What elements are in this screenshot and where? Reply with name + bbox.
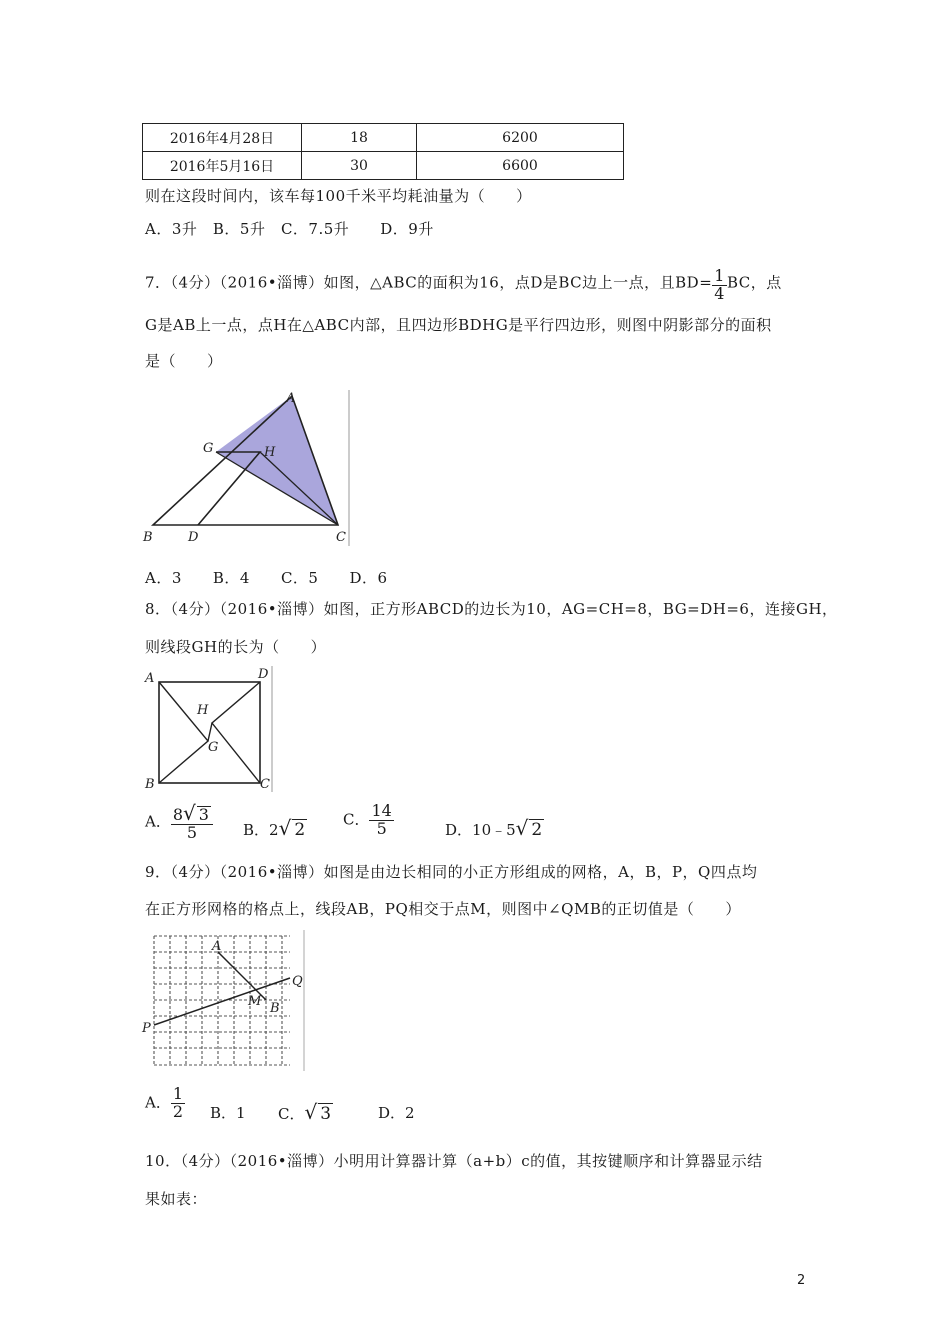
- q9-option-a: [145, 1086, 185, 1121]
- q8-option-c: [343, 803, 394, 838]
- table-cell: 6200: [417, 124, 624, 152]
- label-g: G: [208, 740, 219, 755]
- label-a: A: [212, 939, 222, 954]
- label-h: H: [264, 445, 276, 460]
- q9-option-d: D．2: [378, 1104, 415, 1122]
- page-number: 2: [797, 1273, 806, 1288]
- table-row: [143, 124, 624, 152]
- sqrt-icon: √: [183, 801, 196, 825]
- q7-frac-den: 4: [714, 283, 725, 303]
- fuel-table: [142, 123, 624, 180]
- q9-opt-a-label: A．: [145, 1093, 171, 1112]
- q7-figure: [140, 388, 355, 548]
- q8-opt-b-radicand: 2: [294, 820, 306, 840]
- q8-line2: 则线段GH的长为（ ）: [145, 638, 327, 656]
- q9-figure: [140, 928, 310, 1073]
- q9-option-b: B．1: [210, 1104, 246, 1122]
- q9-opt-a-den: 2: [172, 1101, 184, 1121]
- q8-opt-d-label: D．10﹣5: [445, 821, 516, 839]
- table-cell: 30: [302, 152, 417, 180]
- segments-dh-ch: [212, 682, 260, 783]
- label-c: C: [336, 530, 346, 545]
- q8-option-d: [445, 816, 544, 840]
- table-cell: 2016年5月16日: [143, 152, 302, 180]
- q8-opt-a-fraction: [171, 803, 213, 842]
- sqrt-icon: √: [278, 816, 292, 840]
- q6-options: A．3升 B．5升 C．7.5升 D．9升: [145, 220, 434, 238]
- q9-opt-c-radicand: 3: [320, 1104, 332, 1124]
- table-row: [143, 152, 624, 180]
- q8-option-a: [145, 803, 213, 842]
- label-q: Q: [292, 974, 303, 989]
- q8-opt-c-label: C．: [343, 810, 370, 829]
- q8-option-b: [243, 816, 307, 840]
- q8-opt-a-num: [171, 803, 213, 825]
- q8-opt-d-radicand: 2: [531, 820, 543, 840]
- q9-line2: 在正方形网格的格点上，线段AB，PQ相交于点M，则图中∠QMB的正切值是（ ）: [145, 900, 741, 918]
- q6-question: 则在这段时间内，该车每100千米平均耗油量为（ ）: [145, 187, 532, 205]
- label-c: C: [260, 777, 270, 792]
- q9-opt-c-label: C．: [278, 1105, 305, 1123]
- label-d: D: [188, 530, 199, 545]
- q7-fraction: [712, 268, 727, 303]
- q8-opt-c-num: 14: [371, 801, 392, 820]
- q10-line1: 10．（4分）（2016•淄博）小明用计算器计算（a+b）c的值，其按键顺序和计算器显示结: [145, 1152, 763, 1170]
- q9-opt-a-fraction: [171, 1086, 185, 1121]
- label-a: A: [286, 391, 296, 406]
- label-b: B: [145, 777, 155, 792]
- q9-line1: 9．（4分）（2016•淄博）如图是由边长相同的小正方形组成的网格，A，B，P，Q四点均: [145, 863, 758, 881]
- sqrt-icon: √: [515, 816, 529, 840]
- label-b: B: [270, 1001, 280, 1016]
- q10-line2: 果如表：: [145, 1190, 208, 1208]
- label-p: P: [142, 1021, 151, 1036]
- sqrt-icon: √: [304, 1100, 318, 1124]
- label-g: G: [203, 441, 214, 456]
- table-cell: 2016年4月28日: [143, 124, 302, 152]
- q8-opt-a-label: A．: [145, 812, 171, 831]
- q8-opt-a-radicand: 3: [198, 805, 209, 824]
- q8-opt-c-fraction: [369, 803, 393, 838]
- q7-line1: [145, 264, 782, 303]
- segment-ab: [218, 952, 266, 1000]
- segments-ag-bg: [159, 682, 208, 783]
- q7-text-tail: BC，点: [726, 273, 782, 292]
- parallelogram-bdhg: [198, 452, 260, 525]
- q7-frac-num: 1: [714, 266, 725, 285]
- label-h: H: [197, 703, 209, 718]
- q8-opt-a-coef: 8: [172, 805, 184, 824]
- q8-figure: [140, 664, 280, 794]
- q9-option-c: [278, 1100, 333, 1124]
- q7-options: A．3 B．4 C．5 D．6: [145, 569, 388, 587]
- label-d: D: [258, 667, 269, 682]
- q8-opt-b-label: B．2: [243, 821, 279, 839]
- table-cell: 6600: [417, 152, 624, 180]
- q7-text: 7．（4分）（2016•淄博）如图，△ABC的面积为16，点D是BC边上一点，且BD=: [145, 273, 713, 292]
- q9-opt-a-num: 1: [172, 1084, 184, 1103]
- label-b: B: [143, 530, 153, 545]
- q7-line2: G是AB上一点，点H在△ABC内部，且四边形BDHG是平行四边形，则图中阴影部分的面积: [145, 316, 772, 334]
- q8-line1: 8．（4分）（2016•淄博）如图，正方形ABCD的边长为10，AG=CH=8，BG=DH=6，连接GH，: [145, 600, 838, 618]
- label-a: A: [145, 671, 155, 686]
- label-m: M: [248, 994, 262, 1009]
- q7-line3: 是（ ）: [145, 352, 223, 370]
- q8-opt-c-den: 5: [376, 818, 387, 838]
- q8-opt-a-den: 5: [186, 823, 197, 842]
- segment-gh: [208, 723, 212, 741]
- table-cell: 18: [302, 124, 417, 152]
